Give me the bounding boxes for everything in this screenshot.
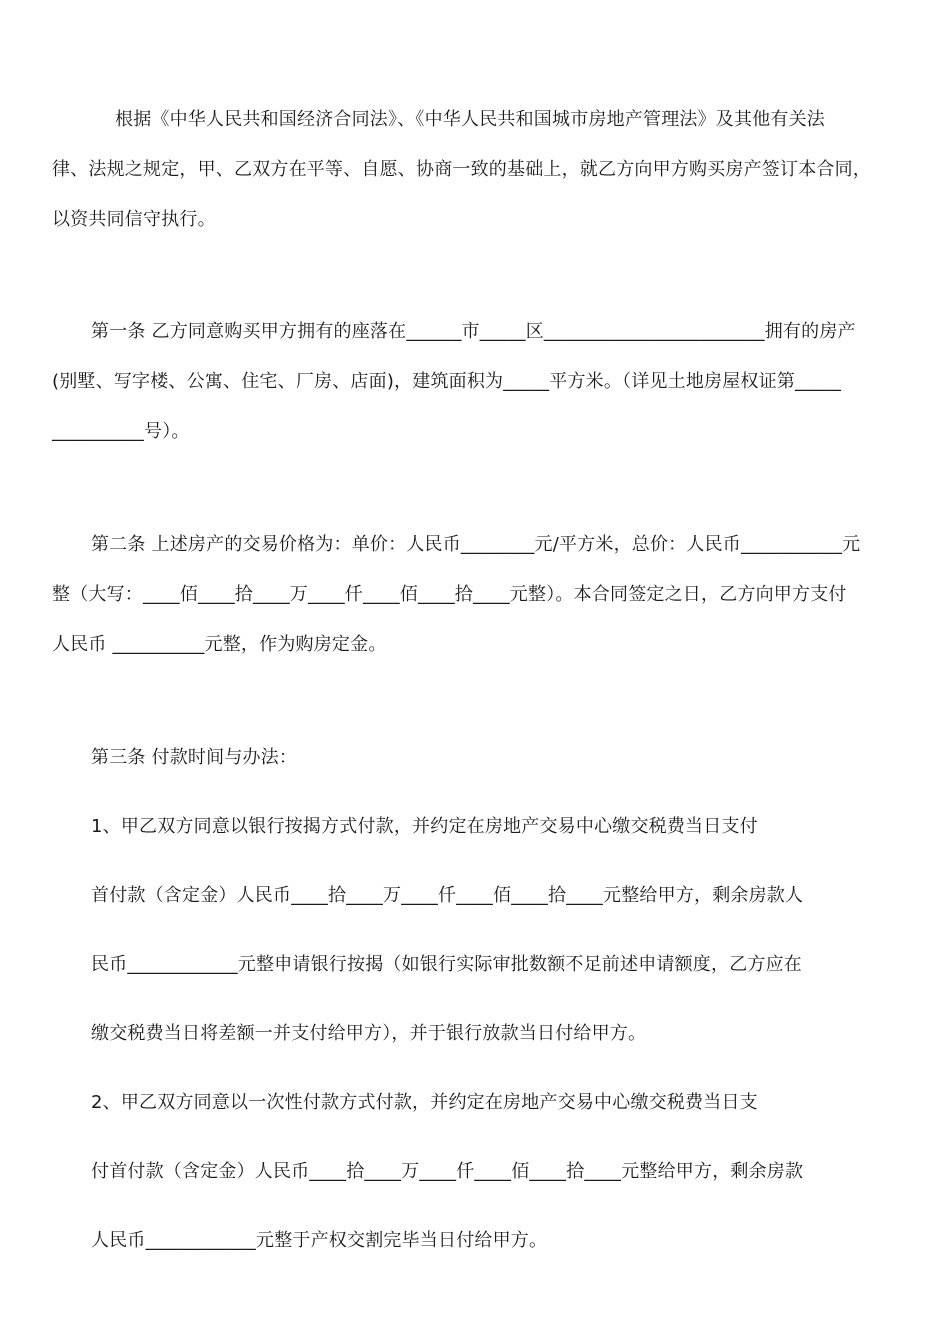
article-2-line-2: 整（大写：____佰____拾____万____仟____佰____拾____元整）。本合同签定之日，乙方向甲方支付 <box>52 584 847 605</box>
preamble-line-3: 以资共同信守执行。 <box>52 209 216 230</box>
article-3-item-2-line-2: 付首付款（含定金）人民币____拾____万____仟____佰____拾____元整给甲方，剩余房款 <box>91 1161 804 1182</box>
article-2-line-1: 第二条 上述房产的交易价格为：单价：人民币________元/平方米，总价：人民币___________元 <box>91 534 861 555</box>
article-1-line-1: 第一条 乙方同意购买甲方拥有的座落在______市_____区________________________拥有的房产 <box>91 321 856 342</box>
preamble-line-2: 律、法规之规定，甲、乙双方在平等、自愿、协商一致的基础上，就乙方向甲方购买房产签订本合同， <box>52 159 871 180</box>
article-3-item-1-line-3: 民币____________元整申请银行按揭（如银行实际审批数额不足前述申请额度，乙方应在 <box>91 954 802 975</box>
article-3-item-2-line-1: 2、甲乙双方同意以一次性付款方式付款，并约定在房地产交易中心缴交税费当日支 <box>91 1092 758 1113</box>
article-3-item-1-line-4: 缴交税费当日将差额一并支付给甲方），并于银行放款当日付给甲方。 <box>91 1023 647 1044</box>
preamble-line-1: 根据《中华人民共和国经济合同法》、《中华人民共和国城市房地产管理法》及其他有关法 <box>115 109 825 130</box>
article-3-item-2-line-3: 人民币____________元整于产权交割完毕当日付给甲方。 <box>91 1230 548 1251</box>
article-2-line-3: 人民币 __________元整，作为购房定金。 <box>52 634 387 655</box>
article-3-item-1-line-2: 首付款（含定金）人民币____拾____万____仟____佰____拾____元整给甲方，剩余房款人 <box>91 885 804 906</box>
article-3-title: 第三条 付款时间与办法： <box>91 747 298 768</box>
article-1-line-2: (别墅、写字楼、公寓、住宅、厂房、店面)，建筑面积为_____平方米。（详见土地房屋权证第_____ <box>52 371 842 392</box>
article-1-line-3: __________号）。 <box>52 421 190 442</box>
article-3-item-1-line-1: 1、甲乙双方同意以银行按揭方式付款，并约定在房地产交易中心缴交税费当日支付 <box>91 816 758 837</box>
